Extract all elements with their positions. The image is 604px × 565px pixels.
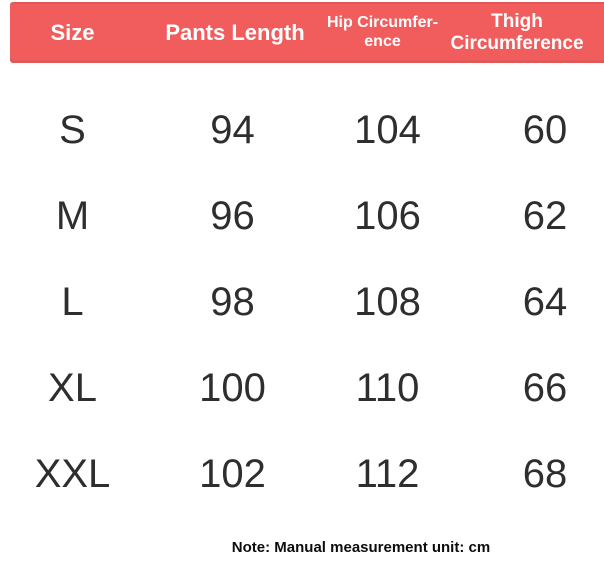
pants-length-cell: 96 xyxy=(210,193,255,238)
hip-circumference-cell: 110 xyxy=(355,365,420,410)
header-label-pants-length: Pants Length xyxy=(165,19,305,45)
header-label-thigh-line1: Thigh xyxy=(491,10,543,32)
pants-length-cell: 94 xyxy=(210,107,255,152)
header-label-thigh-line2: Circumference xyxy=(450,32,584,54)
header-cell-size xyxy=(10,2,135,63)
table-row-xl xyxy=(0,345,604,431)
pants-length-cell: 98 xyxy=(210,279,255,324)
size-cell: XXL xyxy=(34,451,111,496)
header-cell-thigh-circumference xyxy=(430,2,604,63)
header-cell-pants-length xyxy=(135,2,335,63)
header-label-hip-line2: ence xyxy=(364,32,401,50)
pants-length-cell: 102 xyxy=(199,451,266,496)
thigh-circumference-cell: 68 xyxy=(522,451,568,496)
size-table-body xyxy=(0,63,604,517)
header-label-hip-line1: Hip Circumfer- xyxy=(326,14,439,32)
table-row-xxl xyxy=(0,431,604,517)
size-cell: XL xyxy=(48,365,97,410)
hip-circumference-cell: 112 xyxy=(355,451,420,496)
table-row-m xyxy=(0,173,604,259)
size-cell: S xyxy=(59,107,86,152)
size-cell: M xyxy=(55,193,90,238)
hip-circumference-cell: 104 xyxy=(354,107,421,152)
thigh-circumference-cell: 60 xyxy=(522,107,568,152)
table-row-s xyxy=(0,87,604,173)
pants-length-cell: 100 xyxy=(199,365,266,410)
size-chart-header xyxy=(10,2,604,63)
header-cell-hip-circumference xyxy=(326,2,439,63)
measurement-note: Note: Manual measurement unit: cm xyxy=(231,539,491,556)
size-cell: L xyxy=(61,279,84,324)
table-row-l xyxy=(0,259,604,345)
thigh-circumference-cell: 64 xyxy=(522,279,568,324)
hip-circumference-cell: 106 xyxy=(354,193,421,238)
thigh-circumference-cell: 62 xyxy=(522,193,568,238)
thigh-circumference-cell: 66 xyxy=(522,365,568,410)
hip-circumference-cell: 108 xyxy=(354,279,421,324)
header-label-size: Size xyxy=(50,19,95,45)
